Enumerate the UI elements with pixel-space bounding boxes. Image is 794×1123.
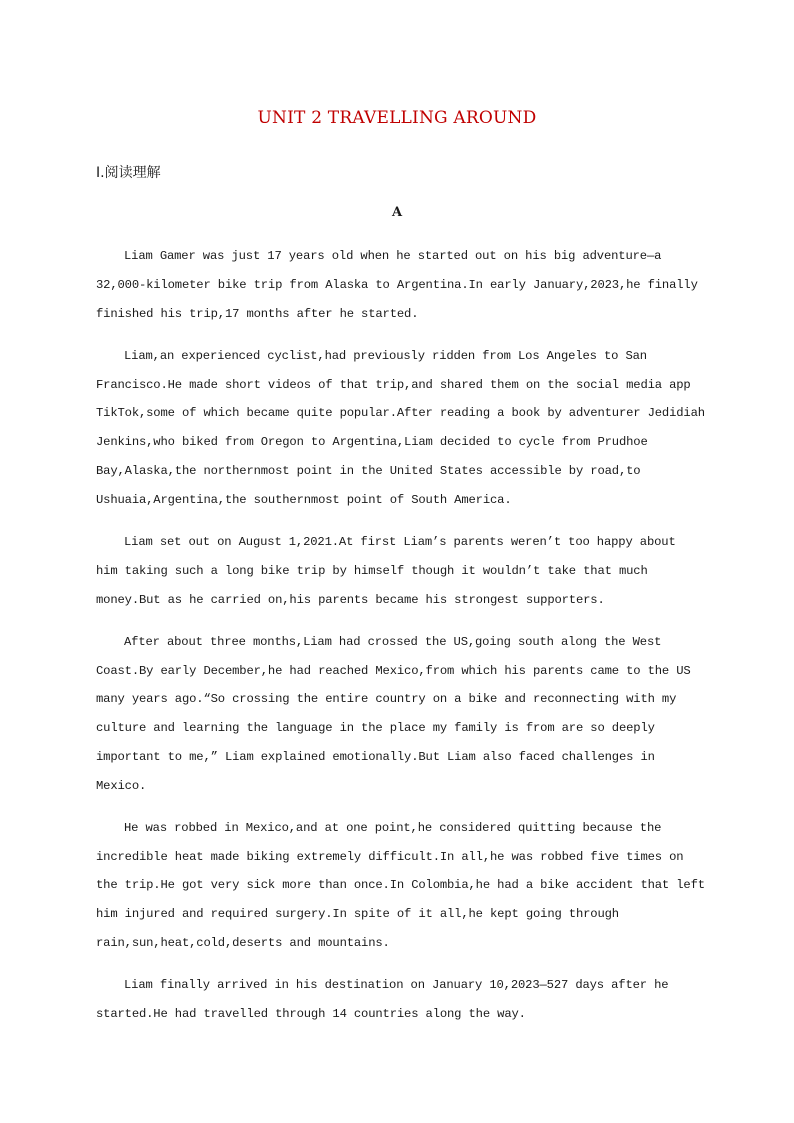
paragraph-line: Coast.By early December,he had reached Mexico,from which his parents came to the US [96, 664, 691, 678]
paragraph-line: him taking such a long bike trip by himself though it wouldn’t take that much [96, 564, 648, 578]
paragraph-line: rain,sun,heat,cold,deserts and mountains. [96, 936, 390, 950]
paragraph-line: started.He had travelled through 14 countries along the way. [96, 1007, 526, 1021]
paragraph-line: the trip.He got very sick more than once.In Colombia,he had a bike accident that left [96, 878, 705, 892]
paragraph-line: important to me,” Liam explained emotionally.But Liam also faced challenges in [96, 750, 655, 764]
paragraph-line: Liam finally arrived in his destination on January 10,2023—527 days after he [124, 978, 669, 992]
paragraph-line: culture and learning the language in the place my family is from are so deeply [96, 721, 655, 735]
passage-label: A [391, 205, 403, 220]
paragraph-line: 32,000-kilometer bike trip from Alaska to Argentina.In early January,2023,he finally [96, 278, 698, 292]
paragraph-line: He was robbed in Mexico,and at one point,he considered quitting because the [124, 821, 662, 835]
paragraph-line: Bay,Alaska,the northernmost point in the United States accessible by road,to [96, 464, 641, 478]
paragraph-line: Francisco.He made short videos of that trip,and shared them on the social media app [96, 378, 691, 392]
paragraph-line: Liam set out on August 1,2021.At first Liam’s parents weren’t too happy about [124, 535, 676, 549]
paragraph-line: Jenkins,who biked from Oregon to Argentina,Liam decided to cycle from Prudhoe [96, 435, 648, 449]
paragraph-line: Mexico. [96, 779, 147, 793]
paragraph-line: many years ago.“So crossing the entire country on a bike and reconnecting with my [96, 692, 677, 706]
unit-title: UNIT 2 TRAVELLING AROUND [257, 108, 537, 128]
section-heading: Ⅰ.阅读理解 [96, 165, 161, 181]
paragraph-line: incredible heat made biking extremely difficult.In all,he was robbed five times on [96, 850, 684, 864]
paragraph-line: Liam,an experienced cyclist,had previously ridden from Los Angeles to San [124, 349, 647, 363]
paragraph-line: finished his trip,17 months after he started. [96, 307, 419, 321]
paragraph-line: him injured and required surgery.In spite of it all,he kept going through [96, 907, 619, 921]
paragraph-line: Ushuaia,Argentina,the southernmost point of South America. [96, 493, 512, 507]
paragraph-line: money.But as he carried on,his parents became his strongest supporters. [96, 593, 605, 607]
paragraph-line: TikTok,some of which became quite popular.After reading a book by adventurer Jedidiah [96, 406, 705, 420]
paragraph-line: After about three months,Liam had crossed the US,going south along the West [124, 635, 662, 649]
paragraph-line: Liam Gamer was just 17 years old when he started out on his big adventure—a [124, 249, 662, 263]
